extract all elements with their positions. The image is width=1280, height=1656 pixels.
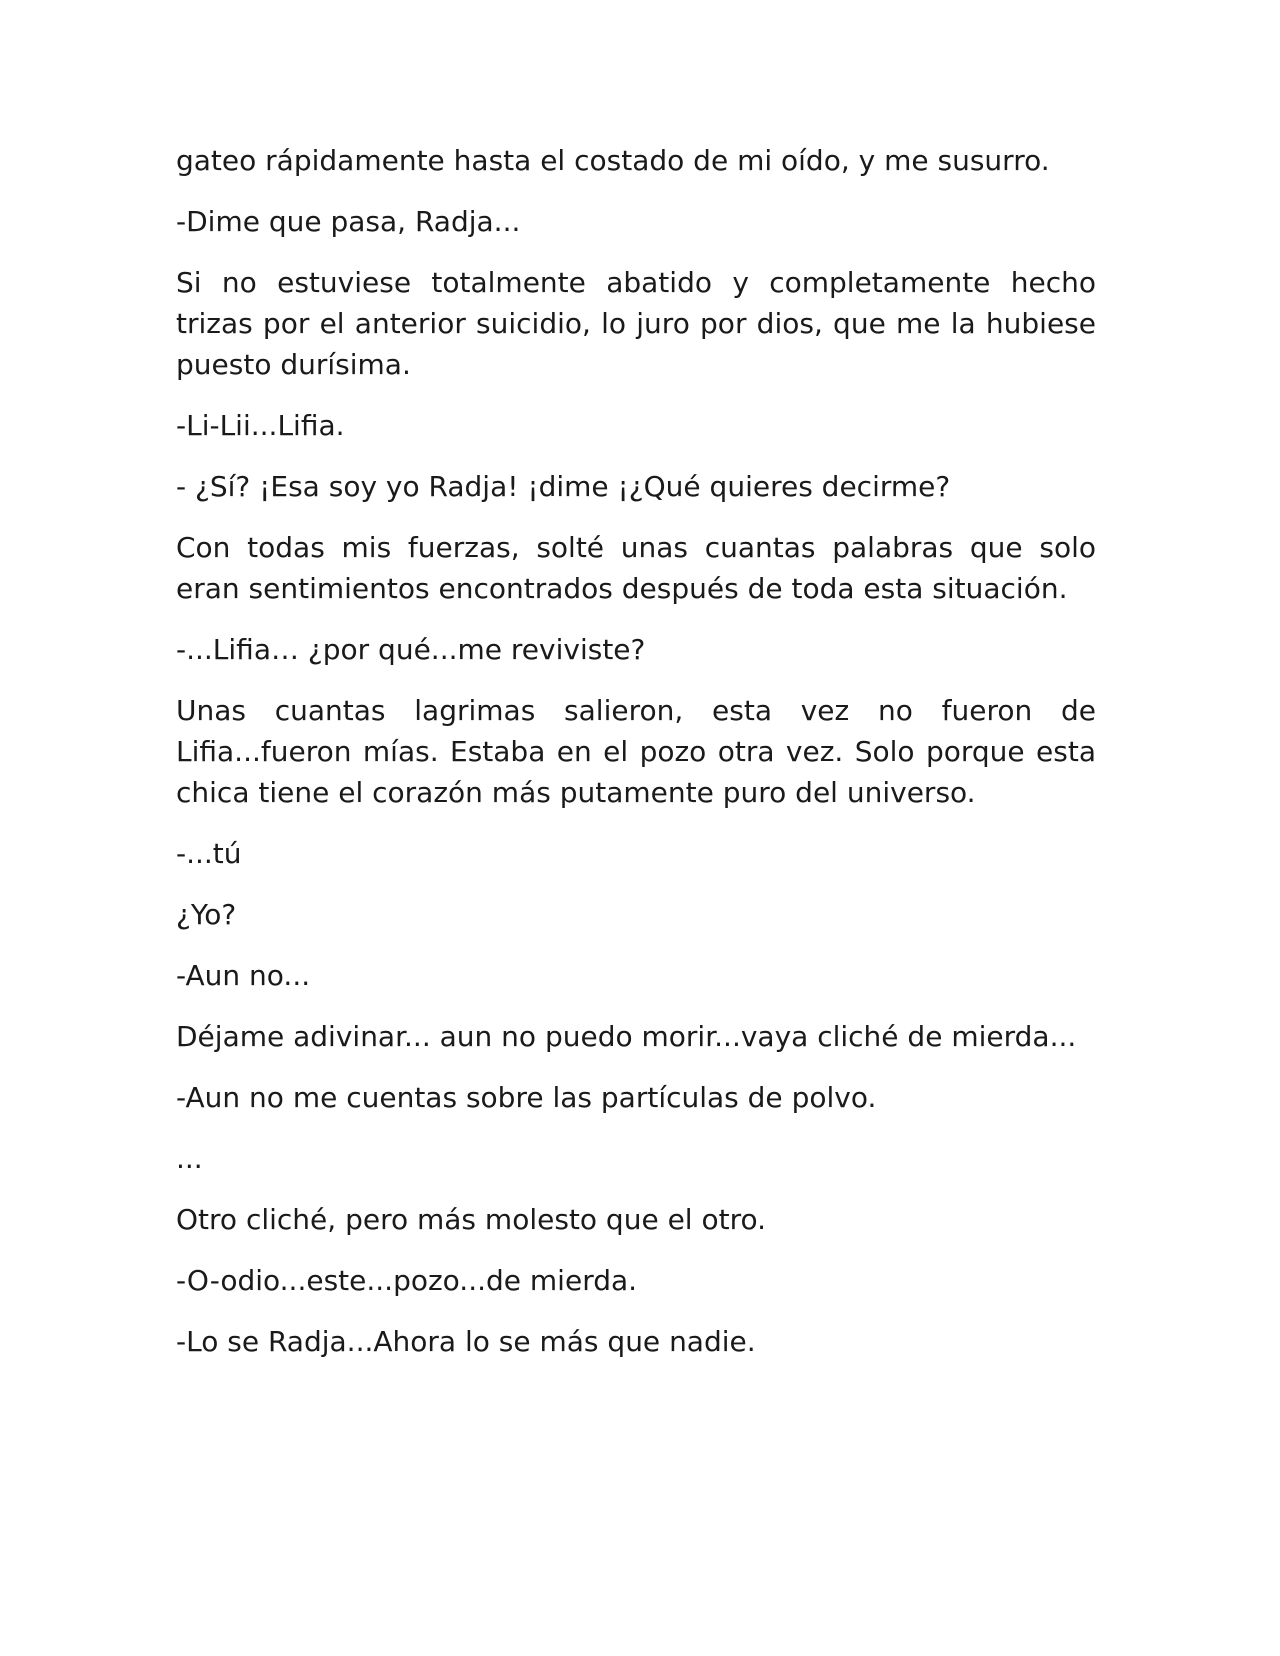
paragraph: -Aun no... bbox=[176, 959, 311, 992]
paragraph: Con todas mis fuerzas, solté unas cuantas palabras que solo eran sentimientos encontrados después de toda esta situación. bbox=[176, 531, 1096, 605]
paragraph: Si no estuviese totalmente abatido y completamente hecho trizas por el anterior suicidio, lo juro por dios, que me la hubiese puesto durísima. bbox=[176, 266, 1096, 381]
paragraph: ¿Yo? bbox=[176, 898, 237, 931]
paragraph: -Dime que pasa, Radja... bbox=[176, 205, 521, 238]
paragraph: Unas cuantas lagrimas salieron, esta vez no fueron de Lifia...fueron mías. Estaba en el pozo otra vez. Solo porque esta chica tiene el corazón más putamente puro del universo. bbox=[176, 694, 1096, 809]
paragraph: ... bbox=[176, 1142, 203, 1175]
paragraph: -Li-Lii...Lifia. bbox=[176, 409, 345, 442]
paragraph: Otro cliché, pero más molesto que el otro. bbox=[176, 1203, 767, 1236]
paragraph: -...tú bbox=[176, 837, 242, 870]
paragraph: Déjame adivinar... aun no puedo morir...vaya cliché de mierda... bbox=[176, 1020, 1077, 1053]
document-body bbox=[176, 140, 1096, 1382]
paragraph: -O-odio...este...pozo...de mierda. bbox=[176, 1264, 638, 1297]
paragraph: -Aun no me cuentas sobre las partículas de polvo. bbox=[176, 1081, 877, 1114]
paragraph: - ¿Sí? ¡Esa soy yo Radja! ¡dime ¡¿Qué quieres decirme? bbox=[176, 470, 951, 503]
paragraph: -Lo se Radja...Ahora lo se más que nadie. bbox=[176, 1325, 756, 1358]
paragraph: -...Lifia… ¿por qué...me reviviste? bbox=[176, 633, 646, 666]
paragraph: gateo rápidamente hasta el costado de mi oído, y me susurro. bbox=[176, 144, 1050, 177]
